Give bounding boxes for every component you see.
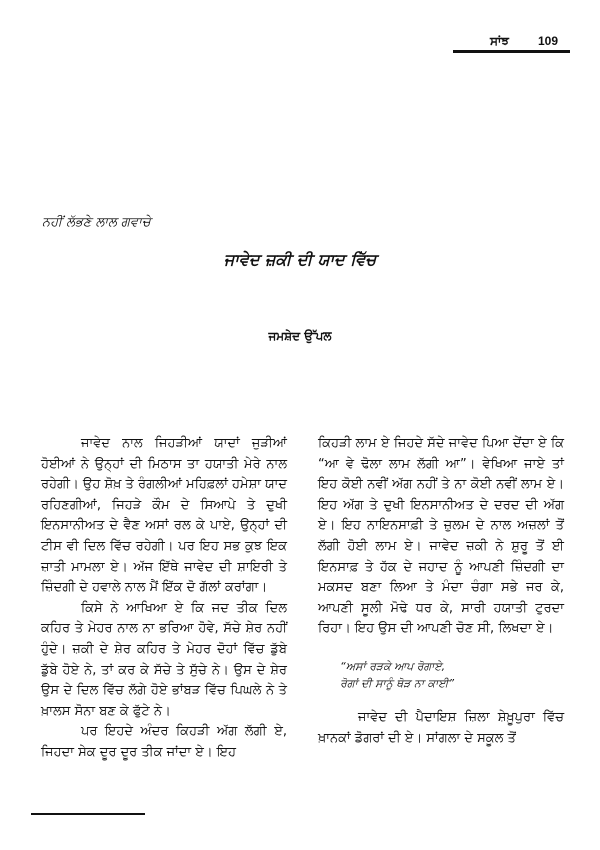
- page-number: 109: [538, 34, 559, 48]
- paragraph: ਕਿਸੇ ਨੇ ਆਖਿਆ ਏ ਕਿ ਜਦ ਤੀਕ ਦਿਲ ਕਹਿਰ ਤੇ ਮੇਹਰ ਨਾਲ ਨਾ ਭਰਿਆ ਹੋਵੇ, ਸੱਚੇ ਸ਼ੇਰ ਨਹੀਂ ਹੁੰਦੇ। ਜ਼ਕੀ ਦੇ ਸ਼ੇਰ ਕਹਿਰ ਤੇ ਮੇਹਰ ਦੋਹਾਂ ਵਿੱਚ ਡੁੱਬੇ ਡੁੱਬੇ ਹੋਏ ਨੇ, ਤਾਂ ਕਰ ਕੇ ਸੱਚੇ ਤੇ ਸੁੱਚੇ ਨੇ। ਉਸ ਦੇ ਸ਼ੇਰ ਉਸ ਦੇ ਦਿਲ ਵਿੱਚ ਲੱਗੇ ਹੋਏ ਭਾਂਬੜ ਵਿੱਚ ਪਿਘਲੇ ਨੇ ਤੇ ਖ਼ਾਲਸ ਸੋਨਾ ਬਣ ਕੇ ਫੁੱਟੇ ਨੇ।: [41, 600, 287, 719]
- running-title: ਸਾਂਝ: [490, 34, 509, 48]
- left-column: [41, 434, 287, 764]
- header-rule: [453, 50, 570, 53]
- article-title: ਜਾਵੇਦ ਜ਼ਕੀ ਦੀ ਯਾਦ ਵਿੱਚ: [223, 250, 377, 269]
- verse-line: “ਅਸਾਂ ਰੜਕੇ ਆਪ ਰੋਗਾਏ,: [340, 659, 446, 673]
- paragraph: ਪਰ ਇਹਦੇ ਅੰਦਰ ਕਿਹੜੀ ਅੱਗ ਲੱਗੀ ਏ, ਜਿਹਦਾ ਸੇਕ ਦੂਰ ਦੂਰ ਤੀਕ ਜਾਂਦਾ ਏ। ਇਹ: [41, 724, 287, 760]
- footnote-rule: [31, 813, 145, 815]
- author-name: ਜਮਸ਼ੇਦ ਉੱਪਲ: [268, 329, 332, 343]
- right-column: [318, 434, 564, 749]
- paragraph: ਜਾਵੇਦ ਨਾਲ ਜਿਹੜੀਆਂ ਯਾਦਾਂ ਜੁੜੀਆਂ ਹੋਈਆਂ ਨੇ ਉਨ੍ਹਾਂ ਦੀ ਮਿਠਾਸ ਤਾ ਹਯਾਤੀ ਮੇਰੇ ਨਾਲ ਰਹੇਗੀ। ਉਹ ਸ਼ੋਖ਼ ਤੇ ਰੰਗਲੀਆਂ ਮਹਿਫ਼ਲਾਂ ਹਮੇਸ਼ਾ ਯਾਦ ਰਹਿਣਗੀਆਂ, ਜਿਹੜੇ ਕੌਮ ਦੇ ਸਿਆਪੇ ਤੇ ਦੁਖੀ ਇਨਸਾਨੀਅਤ ਦੇ ਵੈਣ ਅਸਾਂ ਰਲ ਕੇ ਪਾਏ, ਉਨ੍ਹਾਂ ਦੀ ਟੀਸ ਵੀ ਦਿਲ ਵਿੱਚ ਰਹੇਗੀ। ਪਰ ਇਹ ਸਭ ਕੁਝ ਇਕ ਜ਼ਾਤੀ ਮਾਮਲਾ ਏ। ਅੱਜ ਇੱਥੇ ਜਾਵੇਦ ਦੀ ਸ਼ਾਇਰੀ ਤੇ ਜ਼ਿੰਦਗੀ ਦੇ ਹਵਾਲੇ ਨਾਲ ਮੈਂ ਇੱਕ ਦੋ ਗੱਲਾਂ ਕਰਾਂਗਾ।: [41, 436, 287, 596]
- verse-quote: [340, 658, 564, 692]
- paragraph: ਜਾਵੇਦ ਦੀ ਪੈਦਾਇਸ਼ ਜ਼ਿਲਾ ਸ਼ੇਖ਼ੂਪੁਰਾ ਵਿੱਚ ਖ਼ਾਨਕਾਂ ਡੋਗਰਾਂ ਦੀ ਏ। ਸਾਂਗਲਾ ਦੇ ਸਕੂਲ ਤੋਂ: [318, 709, 564, 746]
- section-label: ਨਹੀਂ ਲੱਭਣੇ ਲਾਲ ਗਵਾਚੇ: [42, 215, 151, 230]
- verse-line: ਰੋਗਾਂ ਦੀ ਸਾਨੂੰ ਥੋੜ ਨਾ ਕਾਈ”: [340, 676, 455, 690]
- paragraph: ਕਿਹੜੀ ਲਾਮ ਏ ਜਿਹਦੇ ਸੱਦੇ ਜਾਵੇਦ ਪਿਆ ਦੇਂਦਾ ਏ ਕਿ “ਆ ਵੇ ਢੋਲਾ ਲਾਮ ਲੱਗੀ ਆ”। ਵੇਖਿਆ ਜਾਏ ਤਾਂ ਇਹ ਕੋਈ ਨਵੀਂ ਅੱਗ ਨਹੀਂ ਤੇ ਨਾ ਕੋਈ ਨਵੀਂ ਲਾਮ ਏ। ਇਹ ਅੱਗ ਤੇ ਦੁਖੀ ਇਨਸਾਨੀਅਤ ਦੇ ਦਰਦ ਦੀ ਅੱਗ ਏ। ਇਹ ਨਾਇਨਸਾਫ਼ੀ ਤੇ ਜ਼ੁਲਮ ਦੇ ਨਾਲ ਅਜ਼ਲਾਂ ਤੋਂ ਲੱਗੀ ਹੋਈ ਲਾਮ ਏ। ਜਾਵੇਦ ਜ਼ਕੀ ਨੇ ਸ਼ੁਰੂ ਤੋਂ ਈ ਇਨਸਾਫ਼ ਤੇ ਹੱਕ ਦੇ ਜਹਾਦ ਨੂੰ ਆਪਣੀ ਜ਼ਿੰਦਗੀ ਦਾ ਮਕਸਦ ਬਣਾ ਲਿਆ ਤੇ ਮੰਦਾ ਚੰਗਾ ਸਭੇ ਜਰ ਕੇ, ਆਪਣੀ ਸੂਲੀ ਮੋਢੇ ਧਰ ਕੇ, ਸਾਰੀ ਹਯਾਤੀ ਟੁਰਦਾ ਰਿਹਾ। ਇਹ ਉਸ ਦੀ ਆਪਣੀ ਚੋਣ ਸੀ, ਲਿਖਦਾ ਏ।: [318, 436, 564, 637]
